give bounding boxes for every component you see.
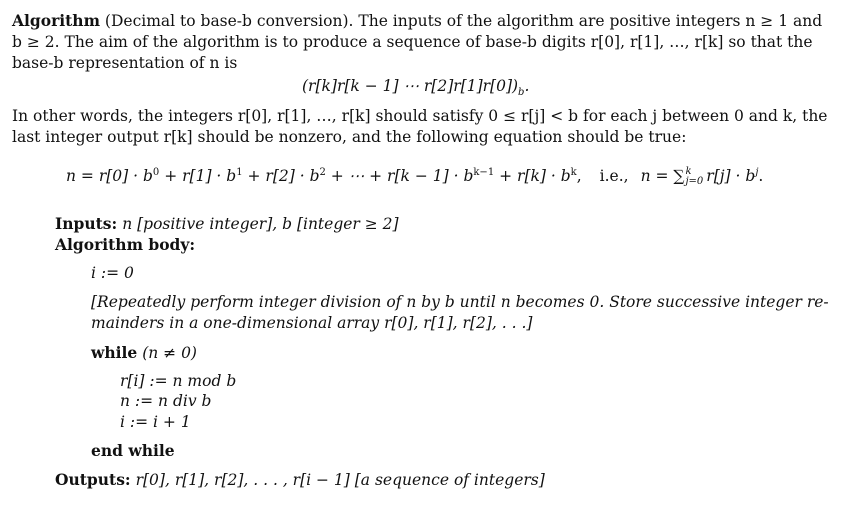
outputs-value: r[0], r[1], r[2], . . . , r[i − 1] [a sequence of integers] — [135, 471, 545, 489]
equation-comma: , — [576, 167, 582, 185]
equation-exp-0: 0 — [152, 166, 160, 178]
equation-exp-4: k — [570, 166, 577, 178]
outputs-label: Outputs: — [55, 470, 131, 489]
equation-term-1: + r[1] · b — [159, 167, 237, 185]
equation-term-3: + ⋯ + r[k − 1] · b — [325, 167, 474, 185]
sum-limits — [685, 167, 703, 187]
sum-exponent: j — [755, 166, 759, 178]
comment-line-1: [Repeatedly perform integer division of n by b until n becomes 0. Store successive integer re- — [91, 293, 829, 311]
base-representation-display — [302, 76, 530, 99]
equation-ie: i.e., — [599, 167, 629, 185]
outputs-line — [55, 470, 545, 490]
definition-text-1: The inputs of the algorithm are positive integers n ≥ 1 and — [358, 12, 823, 30]
equation-term-4: + r[k] · b — [494, 167, 571, 185]
inputs-label: Inputs: — [55, 214, 118, 233]
algorithm-subtitle: (Decimal to base-b conversion). — [104, 12, 354, 30]
sum-lhs: n = ∑ — [640, 167, 685, 185]
algorithm-body-label: Algorithm body: — [55, 235, 196, 254]
explanation-line-2: last integer output r[k] should be nonzero, and the following equation should be true: — [12, 128, 687, 146]
sum-lower-limit: j=0 — [685, 176, 704, 187]
equation-exp-3: k−1 — [473, 166, 495, 178]
inputs-value: n [positive integer], b [integer ≥ 2] — [122, 215, 399, 233]
equation-exp-1: 1 — [236, 166, 243, 178]
display-subscript: b — [518, 87, 525, 99]
explanation-line-1: In other words, the integers r[0], r[1], …, r[k] should satisfy 0 ≤ r[j] < b for each j between 0 and k, the — [12, 107, 828, 125]
equation-term-2: + r[2] · b — [242, 167, 320, 185]
comment-line-2: mainders in a one-dimensional array r[0], r[1], r[2], . . .] — [91, 314, 533, 332]
equation-exp-2: 2 — [319, 166, 326, 178]
while-keyword: while — [91, 343, 138, 362]
loop-body-line-3: i := i + 1 — [120, 413, 191, 431]
equation-term-0: n = r[0] · b — [66, 167, 153, 185]
definition-line-2: b ≥ 2. The aim of the algorithm is to produce a sequence of base-b digits r[0], r[1], …, r[k] so that the — [12, 33, 813, 51]
algorithm-heading: Algorithm — [12, 11, 100, 30]
definition-line-1 — [12, 11, 822, 31]
display-main: (r[k]r[k − 1] ⋯ r[2]r[1]r[0]) — [302, 77, 519, 95]
sum-period: . — [758, 167, 764, 185]
while-condition: (n ≠ 0) — [142, 344, 197, 362]
sum-upper-limit: k — [685, 166, 692, 177]
sum-body: r[j] · b — [706, 167, 756, 185]
definition-line-3: base-b representation of n is — [12, 54, 238, 72]
base-expansion-equation — [66, 166, 763, 187]
display-period: . — [524, 77, 530, 95]
init-statement: i := 0 — [91, 264, 134, 282]
loop-body-line-2: n := n div b — [120, 392, 212, 410]
loop-body-line-1: r[i] := n mod b — [120, 372, 237, 390]
inputs-line — [55, 214, 399, 234]
while-line — [91, 343, 197, 363]
end-while-keyword: end while — [91, 441, 175, 460]
